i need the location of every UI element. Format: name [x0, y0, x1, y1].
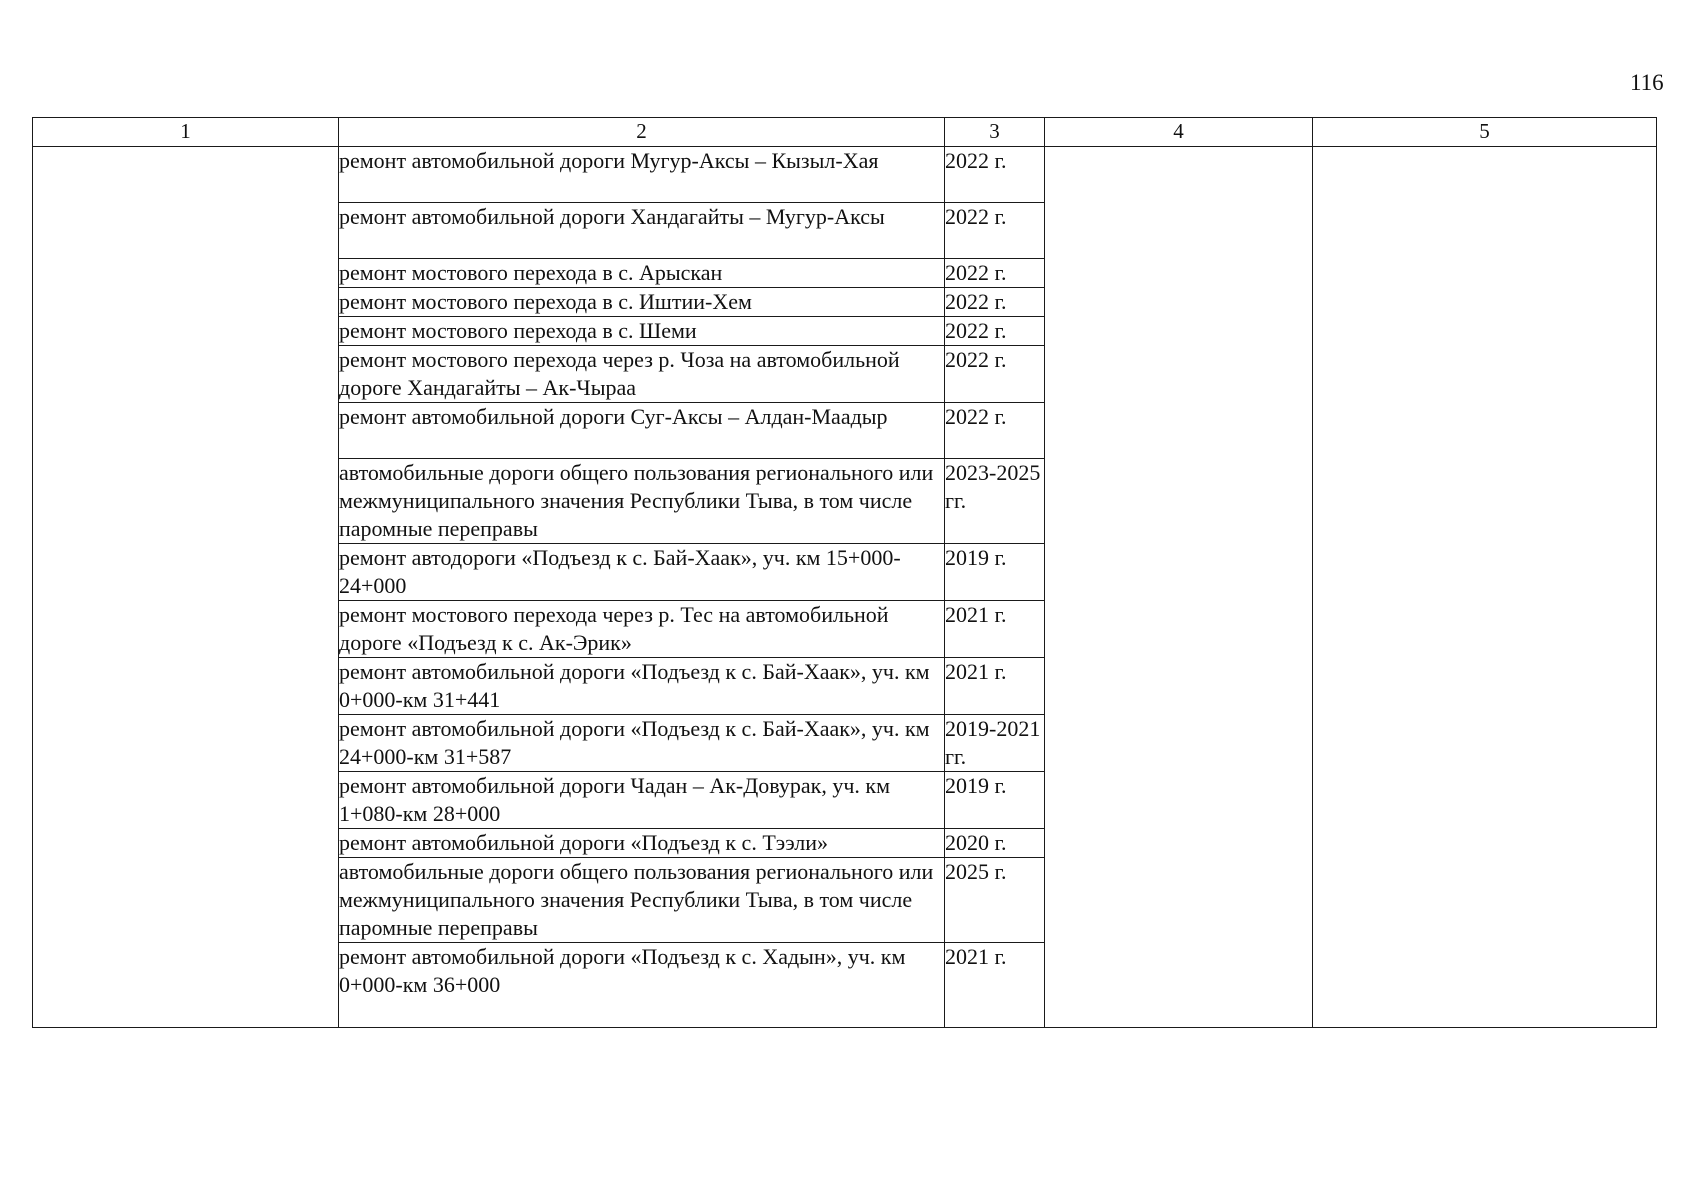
work-year: 2022 г. — [945, 203, 1045, 259]
work-description: ремонт мостового перехода через р. Тес на автомобильной дороге «Подъезд к с. Ак-Эрик» — [339, 601, 945, 658]
work-year: 2022 г. — [945, 317, 1045, 346]
column-1-cell — [33, 147, 339, 1028]
work-year: 2022 г. — [945, 346, 1045, 403]
work-year: 2019 г. — [945, 544, 1045, 601]
header-col-4: 4 — [1045, 118, 1313, 147]
work-description: ремонт автодороги «Подъезд к с. Бай-Хаак», уч. км 15+000-24+000 — [339, 544, 945, 601]
work-description: ремонт автомобильной дороги Хандагайты – Мугур-Аксы — [339, 203, 945, 259]
work-year: 2021 г. — [945, 658, 1045, 715]
work-year: 2022 г. — [945, 147, 1045, 203]
work-description: ремонт мостового перехода в с. Арыскан — [339, 259, 945, 288]
work-description: ремонт автомобильной дороги «Подъезд к с. Тээли» — [339, 829, 945, 858]
header-col-3: 3 — [945, 118, 1045, 147]
header-row — [33, 118, 1657, 147]
program-table — [32, 117, 1657, 1028]
work-description: ремонт автомобильной дороги «Подъезд к с. Хадын», уч. км 0+000-км 36+000 — [339, 943, 945, 1028]
work-year: 2023-2025 гг. — [945, 459, 1045, 544]
work-description: ремонт мостового перехода в с. Шеми — [339, 317, 945, 346]
work-year: 2020 г. — [945, 829, 1045, 858]
work-year: 2021 г. — [945, 601, 1045, 658]
work-year: 2019-2021 гг. — [945, 715, 1045, 772]
work-description: ремонт мостового перехода в с. Иштии-Хем — [339, 288, 945, 317]
header-col-2: 2 — [339, 118, 945, 147]
work-description: ремонт автомобильной дороги «Подъезд к с. Бай-Хаак», уч. км 24+000-км 31+587 — [339, 715, 945, 772]
work-year: 2021 г. — [945, 943, 1045, 1028]
work-description: ремонт мостового перехода через р. Чоза на автомобильной дороге Хандагайты – Ак-Чыраа — [339, 346, 945, 403]
work-description: ремонт автомобильной дороги Мугур-Аксы – Кызыл-Хая — [339, 147, 945, 203]
work-description: автомобильные дороги общего пользования регионального или межмуниципального значения Республики Тыва, в том числе паромные переправы — [339, 459, 945, 544]
header-col-5: 5 — [1313, 118, 1657, 147]
table-row — [33, 147, 1657, 203]
column-4-cell — [1045, 147, 1313, 1028]
header-col-1: 1 — [33, 118, 339, 147]
work-year: 2019 г. — [945, 772, 1045, 829]
work-year: 2022 г. — [945, 403, 1045, 459]
work-description: ремонт автомобильной дороги Чадан – Ак-Довурак, уч. км 1+080-км 28+000 — [339, 772, 945, 829]
page-number: 116 — [1630, 70, 1664, 95]
work-description: ремонт автомобильной дороги Суг-Аксы – Алдан-Маадыр — [339, 403, 945, 459]
column-5-cell — [1313, 147, 1657, 1028]
work-description: ремонт автомобильной дороги «Подъезд к с. Бай-Хаак», уч. км 0+000-км 31+441 — [339, 658, 945, 715]
work-description: автомобильные дороги общего пользования регионального или межмуниципального значения Республики Тыва, в том числе паромные переправы — [339, 858, 945, 943]
work-year: 2022 г. — [945, 259, 1045, 288]
work-year: 2022 г. — [945, 288, 1045, 317]
work-year: 2025 г. — [945, 858, 1045, 943]
